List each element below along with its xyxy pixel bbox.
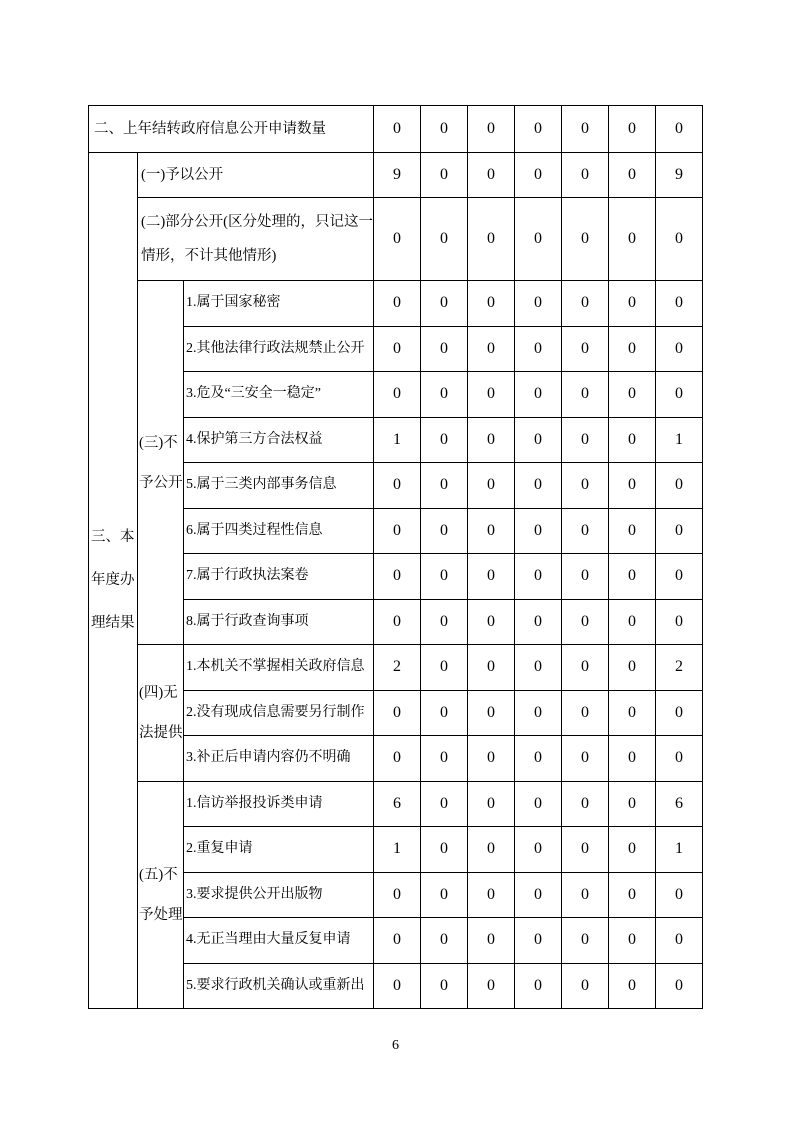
item-label: 5.属于三类内部事务信息	[184, 463, 374, 509]
value-cell: 0	[515, 872, 562, 918]
value-cell: 6	[656, 781, 703, 827]
value-cell: 0	[468, 690, 515, 736]
value-cell: 0	[609, 508, 656, 554]
value-cell: 0	[562, 281, 609, 327]
value-cell: 0	[609, 781, 656, 827]
value-cell: 9	[374, 153, 421, 198]
value-cell: 0	[609, 736, 656, 782]
item-label: 4.无正当理由大量反复申请	[184, 918, 374, 964]
value-cell: 0	[562, 372, 609, 418]
value-cell: 0	[562, 463, 609, 509]
value-cell: 0	[468, 281, 515, 327]
value-cell: 0	[421, 599, 468, 645]
value-cell: 0	[609, 106, 656, 153]
value-cell: 0	[515, 554, 562, 600]
value-cell: 0	[656, 508, 703, 554]
value-cell: 0	[609, 372, 656, 418]
value-cell: 0	[468, 153, 515, 198]
group-label-refused: (三)不 予公开	[138, 281, 184, 645]
value-cell: 0	[515, 417, 562, 463]
value-cell: 0	[656, 963, 703, 1009]
value-cell: 0	[609, 872, 656, 918]
value-cell: 0	[656, 463, 703, 509]
value-cell: 0	[656, 554, 703, 600]
value-cell: 0	[421, 872, 468, 918]
value-cell: 0	[656, 106, 703, 153]
value-cell: 0	[468, 781, 515, 827]
value-cell: 0	[562, 106, 609, 153]
item-label: 2.重复申请	[184, 827, 374, 873]
value-cell: 0	[562, 599, 609, 645]
value-cell: 0	[468, 554, 515, 600]
value-cell: 0	[562, 781, 609, 827]
value-cell: 0	[562, 827, 609, 873]
group-label-unavailable: (四)无 法提供	[138, 645, 184, 782]
value-cell: 1	[374, 827, 421, 873]
value-cell: 0	[609, 463, 656, 509]
value-cell: 0	[374, 106, 421, 153]
value-cell: 0	[468, 963, 515, 1009]
value-cell: 0	[562, 198, 609, 281]
value-cell: 0	[515, 508, 562, 554]
value-cell: 0	[609, 198, 656, 281]
value-cell: 0	[515, 198, 562, 281]
item-label: 1.本机关不掌握相关政府信息	[184, 645, 374, 691]
value-cell: 0	[374, 281, 421, 327]
table-row	[89, 645, 703, 691]
disclosure-report-table	[88, 105, 703, 1009]
item-label: 1.属于国家秘密	[184, 281, 374, 327]
value-cell: 0	[374, 554, 421, 600]
value-cell: 0	[468, 508, 515, 554]
value-cell: 0	[421, 918, 468, 964]
item-label: 5.要求行政机关确认或重新出	[184, 963, 374, 1009]
value-cell: 2	[374, 645, 421, 691]
value-cell: 0	[468, 599, 515, 645]
value-cell: 0	[562, 690, 609, 736]
value-cell: 0	[609, 281, 656, 327]
item-label: 3.危及“三安全一稳定”	[184, 372, 374, 418]
value-cell: 0	[515, 827, 562, 873]
value-cell: 0	[421, 781, 468, 827]
item-label: 3.要求提供公开出版物	[184, 872, 374, 918]
value-cell: 0	[468, 198, 515, 281]
value-cell: 0	[609, 417, 656, 463]
value-cell: 0	[656, 736, 703, 782]
value-cell: 0	[468, 736, 515, 782]
value-cell: 0	[609, 918, 656, 964]
value-cell: 0	[562, 508, 609, 554]
value-cell: 0	[421, 198, 468, 281]
value-cell: 0	[374, 963, 421, 1009]
item-label: 7.属于行政执法案卷	[184, 554, 374, 600]
value-cell: 0	[468, 645, 515, 691]
value-cell: 0	[562, 918, 609, 964]
item-label: 1.信访举报投诉类申请	[184, 781, 374, 827]
item-label: 6.属于四类过程性信息	[184, 508, 374, 554]
value-cell: 0	[468, 106, 515, 153]
value-cell: 0	[515, 372, 562, 418]
value-cell: 0	[421, 463, 468, 509]
value-cell: 0	[374, 690, 421, 736]
item-label: 8.属于行政查询事项	[184, 599, 374, 645]
value-cell: 0	[656, 872, 703, 918]
row-label-carryover: 二、上年结转政府信息公开申请数量	[89, 106, 374, 153]
value-cell: 0	[374, 508, 421, 554]
value-cell: 0	[468, 326, 515, 372]
value-cell: 0	[515, 106, 562, 153]
value-cell: 1	[656, 827, 703, 873]
value-cell: 0	[562, 326, 609, 372]
group-label-not-processed: (五)不 予处理	[138, 781, 184, 1009]
value-cell: 0	[421, 645, 468, 691]
value-cell: 0	[656, 198, 703, 281]
value-cell: 2	[656, 645, 703, 691]
table-row	[89, 198, 703, 281]
value-cell: 1	[656, 417, 703, 463]
value-cell: 0	[421, 690, 468, 736]
value-cell: 6	[374, 781, 421, 827]
value-cell: 0	[656, 326, 703, 372]
value-cell: 0	[609, 645, 656, 691]
section-label-results: 三、本 年度办 理结果	[89, 153, 138, 1009]
value-cell: 0	[562, 872, 609, 918]
value-cell: 0	[515, 736, 562, 782]
value-cell: 0	[515, 781, 562, 827]
value-cell: 0	[421, 736, 468, 782]
value-cell: 0	[421, 827, 468, 873]
value-cell: 0	[515, 599, 562, 645]
table-row	[89, 281, 703, 327]
row-label-granted: (一)予以公开	[138, 153, 374, 198]
value-cell: 0	[421, 963, 468, 1009]
value-cell: 0	[515, 963, 562, 1009]
value-cell: 0	[562, 963, 609, 1009]
value-cell: 0	[421, 508, 468, 554]
value-cell: 0	[421, 326, 468, 372]
value-cell: 0	[374, 463, 421, 509]
value-cell: 0	[609, 827, 656, 873]
item-label: 3.补正后申请内容仍不明确	[184, 736, 374, 782]
value-cell: 0	[656, 918, 703, 964]
value-cell: 0	[374, 326, 421, 372]
value-cell: 0	[562, 417, 609, 463]
value-cell: 0	[562, 645, 609, 691]
value-cell: 0	[609, 690, 656, 736]
value-cell: 0	[421, 554, 468, 600]
item-label: 2.其他法律行政法规禁止公开	[184, 326, 374, 372]
value-cell: 0	[374, 198, 421, 281]
value-cell: 0	[562, 554, 609, 600]
value-cell: 0	[374, 599, 421, 645]
value-cell: 0	[515, 645, 562, 691]
value-cell: 0	[421, 281, 468, 327]
value-cell: 0	[468, 417, 515, 463]
value-cell: 0	[515, 153, 562, 198]
value-cell: 0	[374, 872, 421, 918]
value-cell: 0	[374, 918, 421, 964]
value-cell: 0	[421, 372, 468, 418]
value-cell: 0	[609, 326, 656, 372]
value-cell: 0	[562, 736, 609, 782]
value-cell: 0	[468, 463, 515, 509]
value-cell: 0	[656, 690, 703, 736]
value-cell: 0	[656, 599, 703, 645]
value-cell: 0	[374, 372, 421, 418]
value-cell: 0	[656, 281, 703, 327]
value-cell: 0	[421, 153, 468, 198]
value-cell: 0	[515, 463, 562, 509]
value-cell: 0	[515, 690, 562, 736]
item-label: 4.保护第三方合法权益	[184, 417, 374, 463]
value-cell: 0	[515, 281, 562, 327]
value-cell: 0	[515, 326, 562, 372]
value-cell: 0	[468, 872, 515, 918]
table-row	[89, 153, 703, 198]
value-cell: 9	[656, 153, 703, 198]
value-cell: 0	[609, 153, 656, 198]
value-cell: 0	[609, 599, 656, 645]
value-cell: 0	[374, 736, 421, 782]
value-cell: 0	[468, 372, 515, 418]
value-cell: 0	[515, 918, 562, 964]
value-cell: 0	[421, 417, 468, 463]
table-row	[89, 781, 703, 827]
item-label: 2.没有现成信息需要另行制作	[184, 690, 374, 736]
value-cell: 0	[656, 372, 703, 418]
value-cell: 0	[468, 827, 515, 873]
table-row	[89, 106, 703, 153]
page-number: 6	[392, 1038, 399, 1053]
value-cell: 0	[468, 918, 515, 964]
value-cell: 0	[421, 106, 468, 153]
value-cell: 0	[609, 554, 656, 600]
row-label-partial: (二)部分公开(区分处理的，只记这一 情形，不计其他情形)	[138, 198, 374, 281]
value-cell: 0	[562, 153, 609, 198]
value-cell: 0	[609, 963, 656, 1009]
value-cell: 1	[374, 417, 421, 463]
